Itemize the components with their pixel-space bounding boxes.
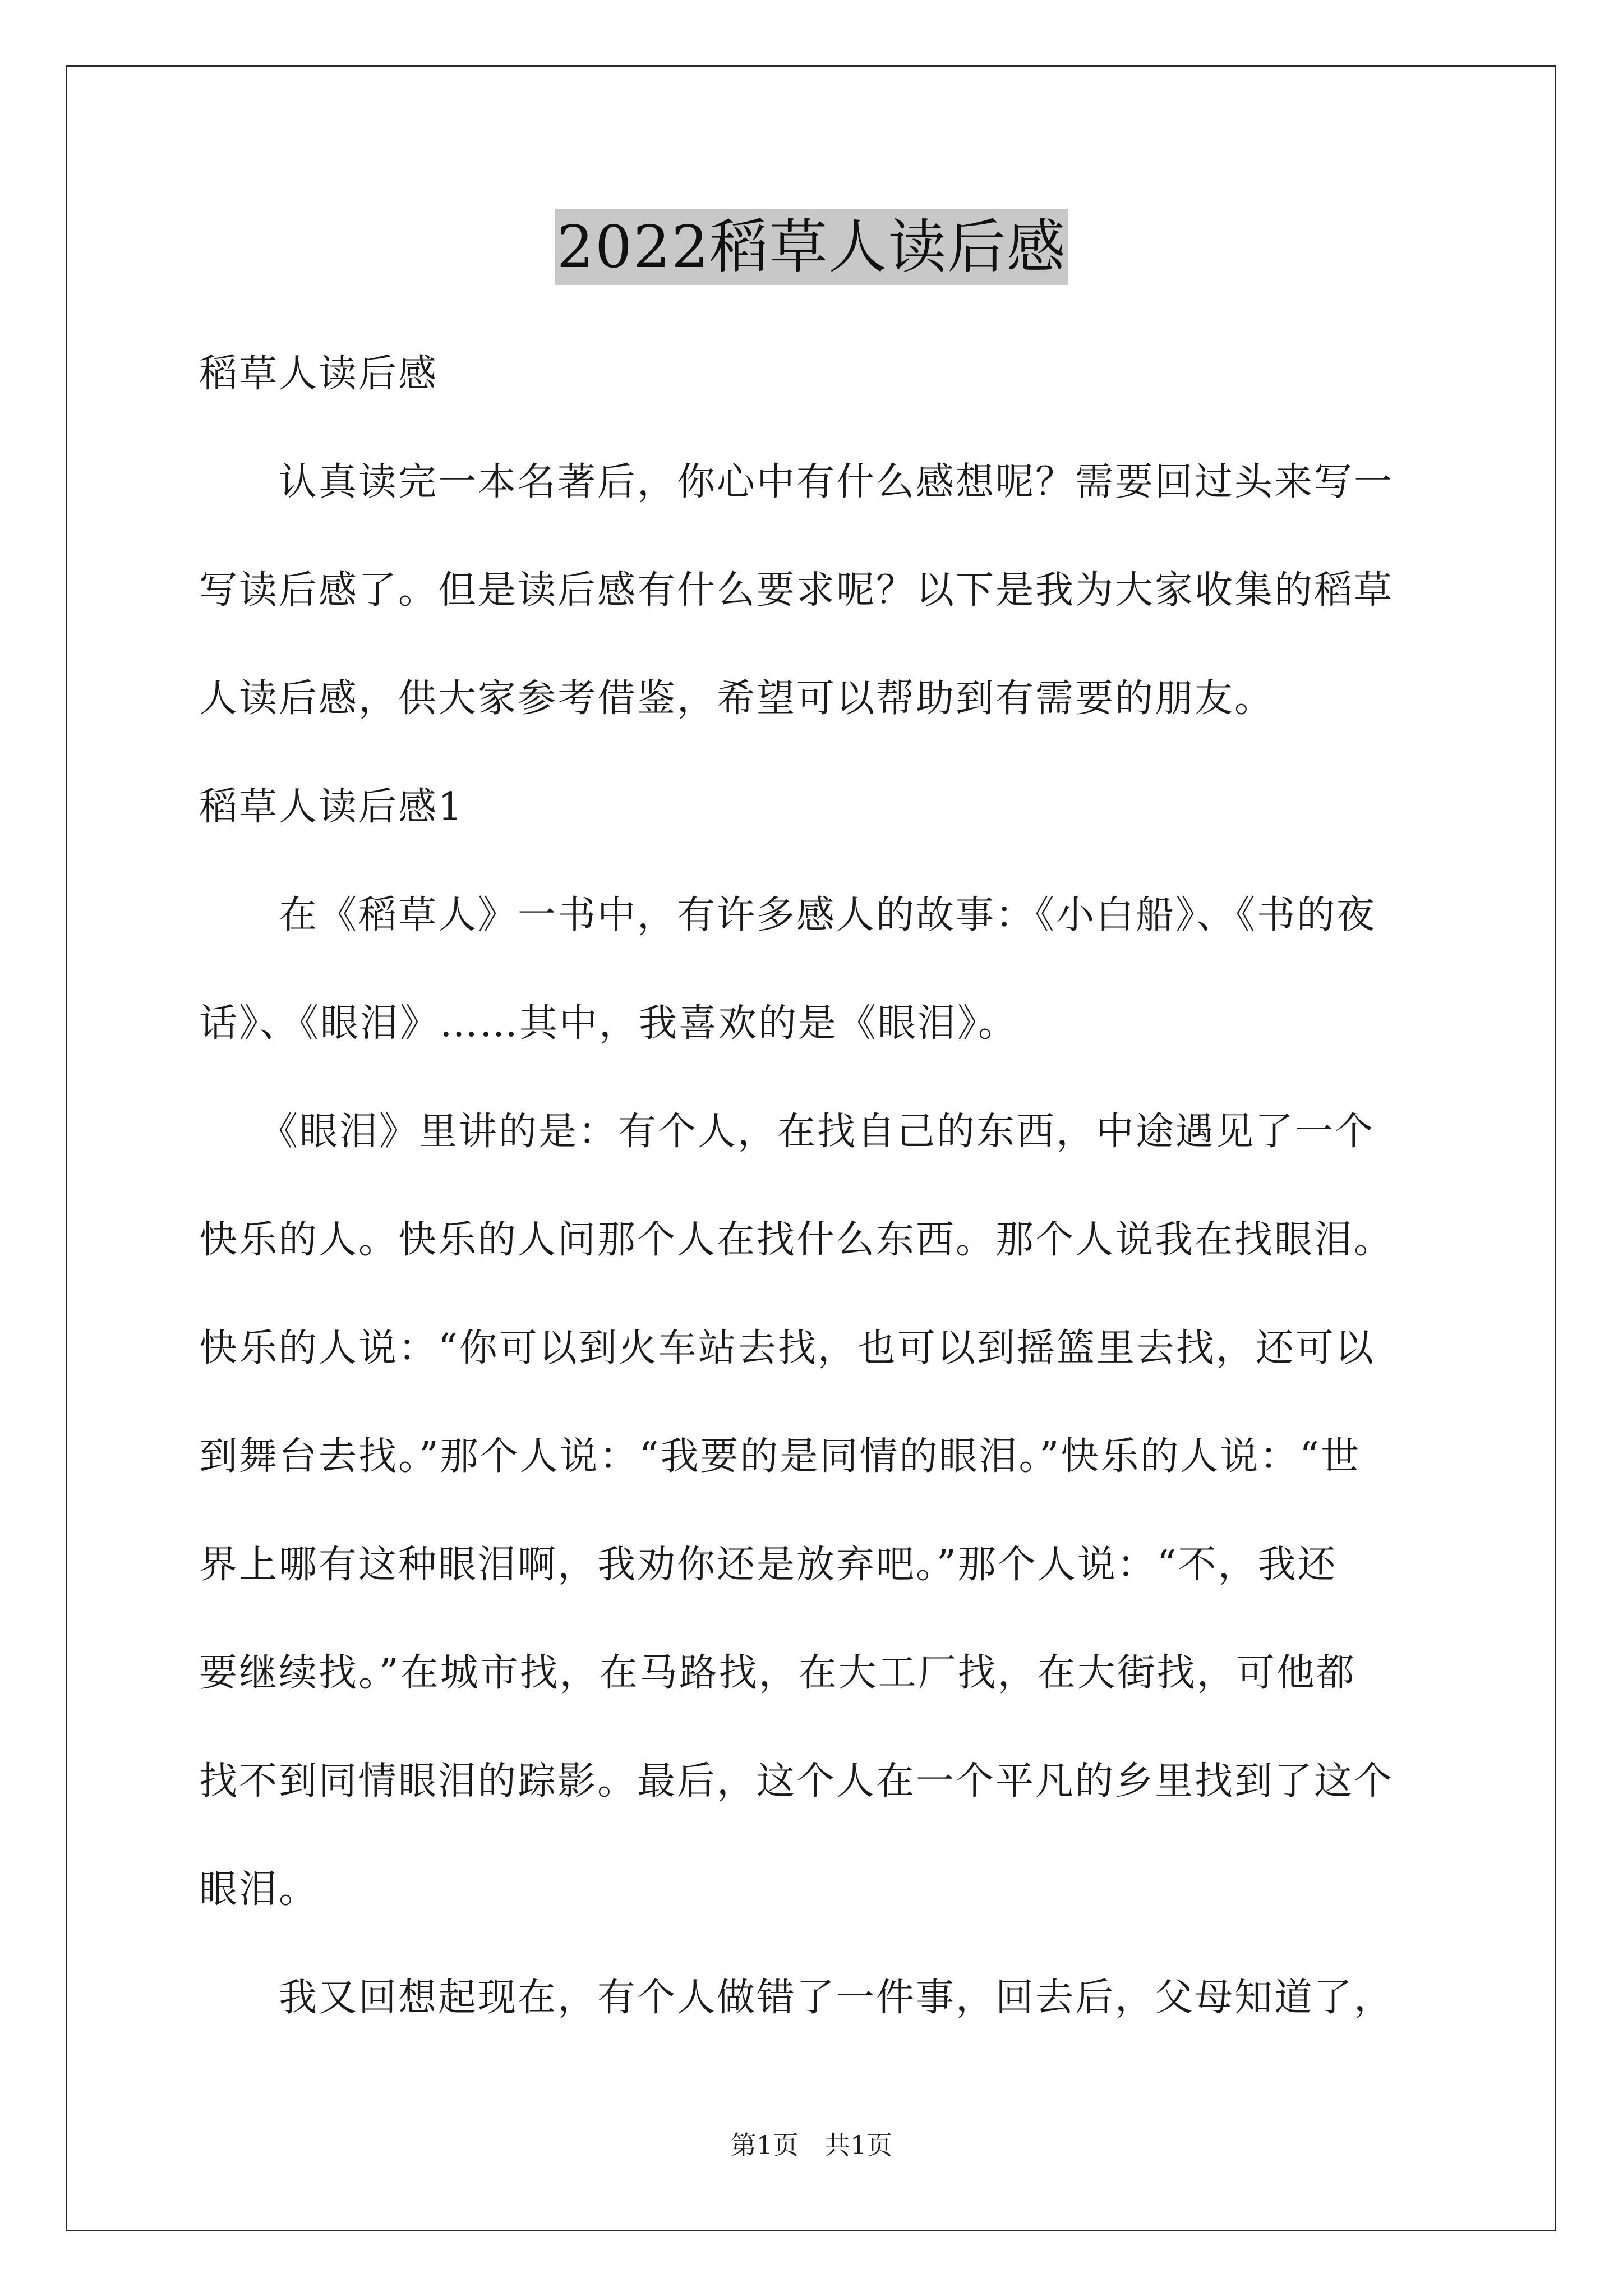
document-body	[199, 320, 1433, 2052]
paragraph-line: 找不到同情眼泪的踪影。最后，这个人在一个平凡的乡里找到了这个	[199, 1759, 1394, 1803]
page-total: 共1页	[824, 2130, 893, 2160]
paragraph-line: 快乐的人。快乐的人问那个人在找什么东西。那个人说我在找眼泪。	[199, 1218, 1394, 1262]
paragraph-line: 在《稻草人》一书中，有许多感人的故事：《小白船》、《书的夜	[199, 893, 1377, 937]
paragraph-line: 话》、《眼泪》……其中，我喜欢的是《眼泪》。	[199, 1001, 1018, 1046]
document-title: 2022稻草人读后感	[555, 209, 1069, 285]
page-footer	[0, 2128, 1623, 2162]
paragraph-line: 快乐的人说：“你可以到火车站去找，也可以到摇篮里去找，还可以	[199, 1326, 1375, 1370]
paragraph-line: 界上哪有这种眼泪啊，我劝你还是放弃吧。”那个人说：“不，我还	[199, 1543, 1338, 1587]
paragraph-line: 写读后感了。但是读后感有什么要求呢？以下是我为大家收集的稻草	[199, 568, 1394, 613]
paragraph-line: 要继续找。”在城市找，在马路找，在大工厂找，在大街找，可他都	[199, 1651, 1356, 1695]
paragraph-line: 到舞台去找。”那个人说：“我要的是同情的眼泪。”快乐的人说：“世	[199, 1434, 1361, 1479]
paragraph-line: 人读后感，供大家参考借鉴，希望可以帮助到有需要的朋友。	[199, 677, 1275, 721]
paragraph-line: 《眼泪》里讲的是：有个人，在找自己的东西，中途遇见了一个	[199, 1110, 1375, 1154]
page-number: 第1页	[730, 2130, 799, 2160]
section-heading: 稻草人读后感	[199, 352, 439, 396]
paragraph-line: 眼泪。	[199, 1867, 319, 1912]
title-container	[0, 209, 1623, 285]
paragraph-line: 我又回想起现在，有个人做错了一件事，回去后，父母知道了，	[199, 1976, 1394, 2020]
paragraph-line: 认真读完一本名著后，你心中有什么感想呢？需要回过头来写一	[199, 460, 1394, 504]
section-heading: 稻草人读后感1	[199, 785, 464, 829]
